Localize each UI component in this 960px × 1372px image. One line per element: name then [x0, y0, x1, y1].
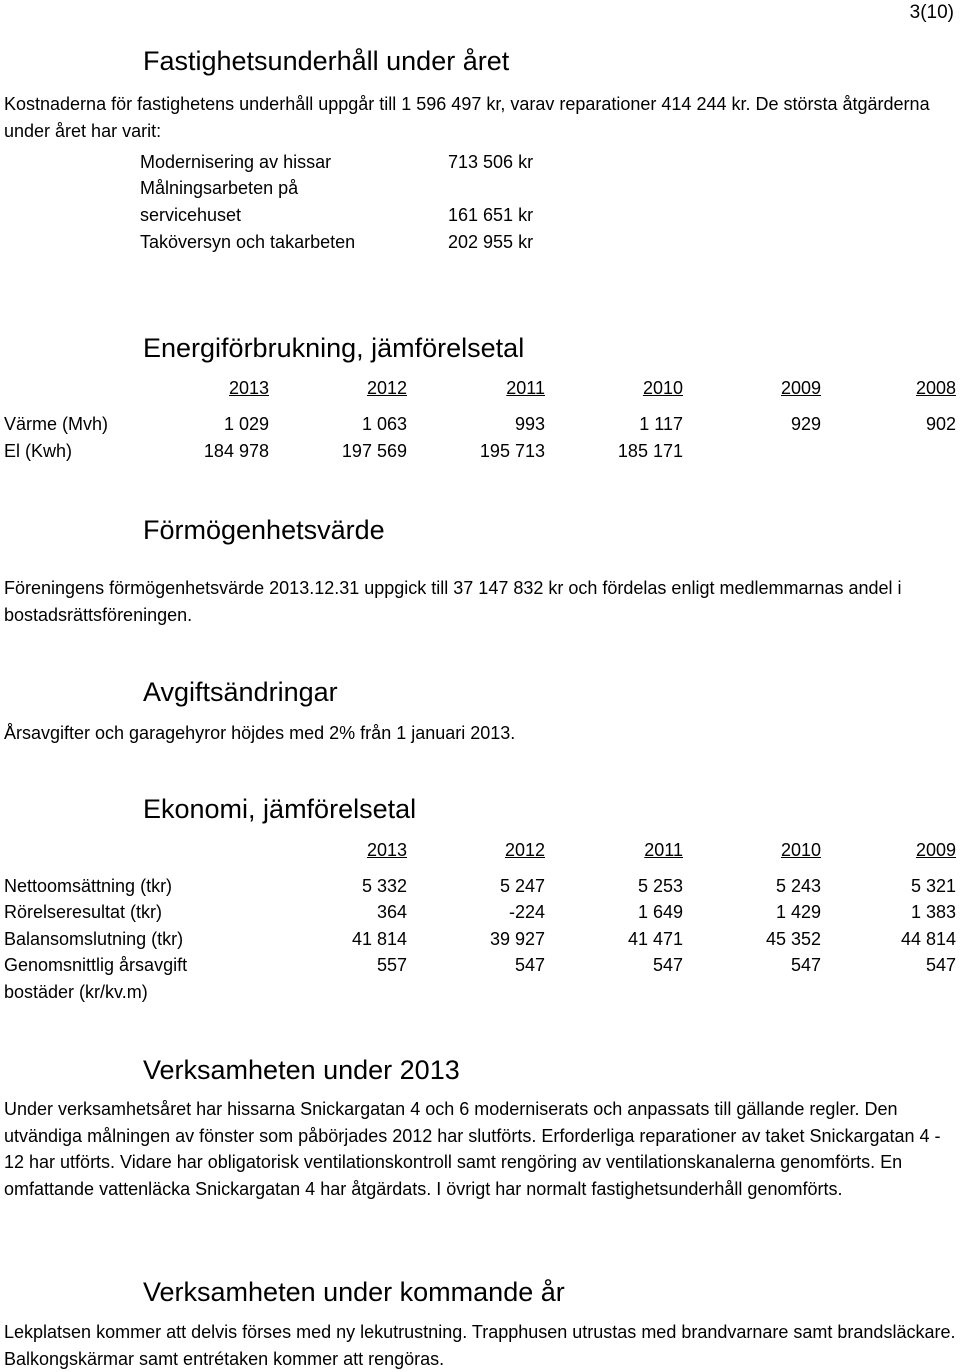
- economy-cell: 39 927: [489, 929, 545, 949]
- economy-cell: 364: [376, 902, 407, 922]
- economy-row-label: Nettoomsättning (tkr): [4, 876, 173, 896]
- energy-cell: 902: [925, 414, 956, 434]
- energy-cell: 929: [790, 414, 821, 434]
- economy-row-label: Rörelseresultat (tkr): [4, 902, 163, 922]
- economy-cell: 41 814: [351, 929, 407, 949]
- energy-row-label: El (Kwh): [4, 441, 73, 461]
- energy-row-label: Värme (Mvh): [4, 414, 109, 434]
- energy-year-header: 2012: [366, 378, 407, 398]
- maintenance-item-label: Taköversyn och takarbeten: [140, 232, 356, 252]
- energy-heading: Energiförbrukning, jämförelsetal: [143, 333, 525, 363]
- activities-next-heading: Verksamheten under kommande år: [143, 1277, 565, 1307]
- wealth-text: Föreningens förmögenhetsvärde 2013.12.31 uppgick till 37 147 832 kr och fördelas enligt medlemmarnas andel i bostadsrättsföreningen.: [4, 578, 902, 625]
- energy-cell: 1 117: [639, 414, 683, 434]
- economy-year-header: 2010: [780, 840, 821, 860]
- economy-row-label: Genomsnittlig årsavgift: [4, 955, 188, 975]
- energy-cell: 1 063: [361, 414, 407, 434]
- maintenance-item-label: Modernisering av hissar: [140, 152, 332, 172]
- energy-cell: 993: [514, 414, 545, 434]
- maintenance-item-amount: 202 955 kr: [448, 232, 534, 252]
- economy-cell: 1 429: [775, 902, 821, 922]
- economy-cell: 44 814: [900, 929, 956, 949]
- energy-year-header: 2010: [642, 378, 683, 398]
- fees-text: Årsavgifter och garagehyror höjdes med 2% från 1 januari 2013.: [4, 723, 516, 743]
- energy-cell: 195 713: [479, 441, 545, 461]
- economy-year-header: 2013: [366, 840, 407, 860]
- energy-cell: 185 171: [617, 441, 683, 461]
- activities-2013-heading: Verksamheten under 2013: [143, 1055, 460, 1085]
- economy-cell: 557: [376, 955, 407, 975]
- page-number: 3(10): [909, 2, 954, 23]
- economy-cell: 547: [652, 955, 683, 975]
- maintenance-item-amount: 161 651 kr: [448, 205, 534, 225]
- maintenance-item-label: servicehuset: [140, 205, 242, 225]
- energy-cell: 197 569: [341, 441, 407, 461]
- maintenance-item-label: Målningsarbeten på: [140, 178, 299, 198]
- economy-year-header: 2012: [504, 840, 545, 860]
- maintenance-heading: Fastighetsunderhåll under året: [143, 46, 510, 76]
- economy-cell: 547: [925, 955, 956, 975]
- economy-cell: 5 243: [775, 876, 821, 896]
- economy-cell: -224: [508, 902, 545, 922]
- economy-cell: 41 471: [627, 929, 683, 949]
- economy-cell: 45 352: [765, 929, 821, 949]
- economy-cell: 5 321: [910, 876, 956, 896]
- economy-cell: 5 253: [637, 876, 683, 896]
- energy-cell: 1 029: [223, 414, 269, 434]
- economy-heading: Ekonomi, jämförelsetal: [143, 794, 417, 824]
- economy-cell: 1 383: [910, 902, 956, 922]
- activities-next-text: Lekplatsen kommer att delvis förses med ny lekutrustning. Trapphusen utrustas med brandvarnare samt brandsläckare. Balkongskärmar samt entrétaken kommer att rengöras.: [4, 1322, 956, 1369]
- economy-year-header: 2011: [644, 840, 683, 860]
- energy-year-header: 2013: [228, 378, 269, 398]
- activities-2013-text: Under verksamhetsåret har hissarna Snickargatan 4 och 6 moderniserats och anpassats till gällande regler. Den utvändiga målningen av fönster som påbörjades 2012 har slutförts. Erforderliga reparationer av taket Snickargatan 4 - 12 har utförts. Vidare har obligatorisk ventilationskontroll samt rengöring av ventilationskanalerna genomförts. En omfattande vattenläcka Snickargatan 4 har åtgärdats. I övrigt har normalt fastighetsunderhåll genomförts.: [4, 1099, 941, 1199]
- economy-row-label: Balansomslutning (tkr): [4, 929, 184, 949]
- wealth-heading: Förmögenhetsvärde: [143, 515, 385, 545]
- energy-cell: 184 978: [203, 441, 269, 461]
- economy-cell: 5 332: [361, 876, 407, 896]
- fees-heading: Avgiftsändringar: [143, 677, 338, 707]
- economy-cell: 5 247: [499, 876, 545, 896]
- economy-year-header: 2009: [915, 840, 956, 860]
- maintenance-intro: Kostnaderna för fastighetens underhåll uppgår till 1 596 497 kr, varav reparationer 414 244 kr. De största åtgärderna under året har varit:: [4, 94, 930, 141]
- energy-year-header: 2008: [915, 378, 956, 398]
- economy-row-label: bostäder (kr/kv.m): [4, 982, 148, 1002]
- economy-cell: 547: [514, 955, 545, 975]
- economy-cell: 1 649: [637, 902, 683, 922]
- maintenance-item-amount: 713 506 kr: [448, 152, 534, 172]
- energy-year-header: 2011: [506, 378, 545, 398]
- energy-year-header: 2009: [780, 378, 821, 398]
- economy-cell: 547: [790, 955, 821, 975]
